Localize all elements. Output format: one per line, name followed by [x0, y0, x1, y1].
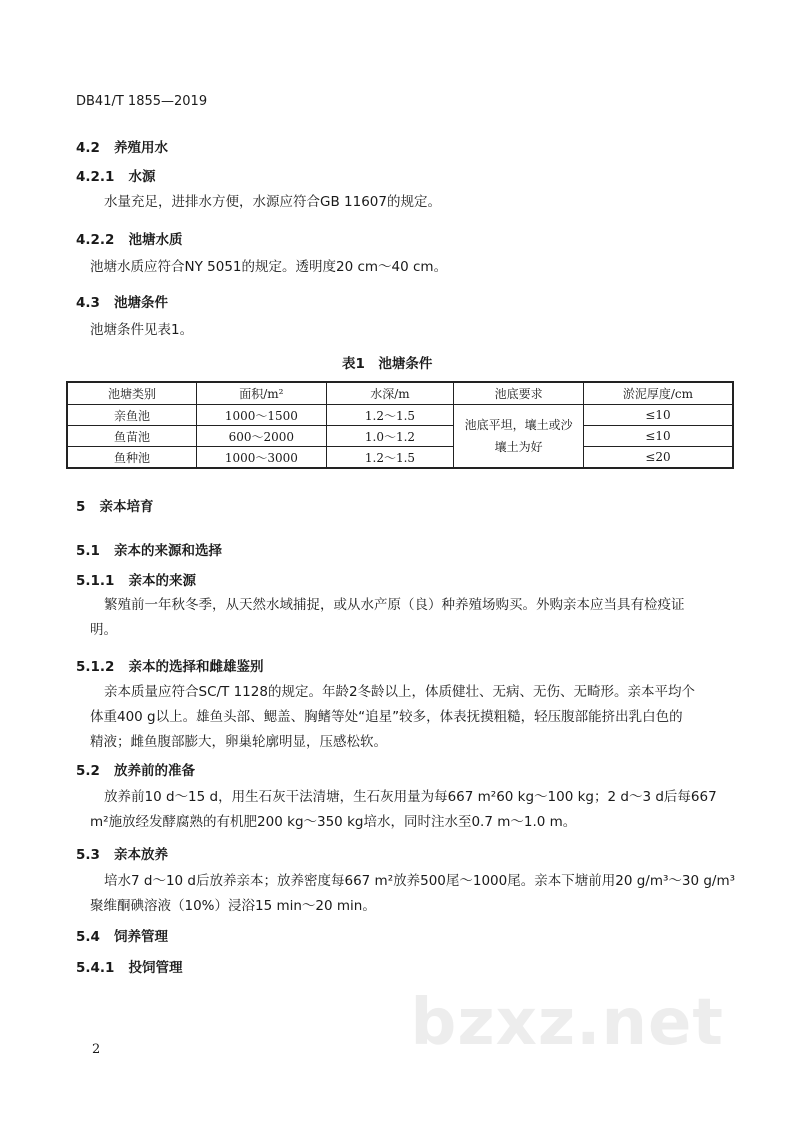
table-cell: ≤20 — [583, 447, 733, 469]
table-cell: 鱼种池 — [67, 447, 197, 469]
section-5-3-heading — [76, 843, 168, 863]
paragraph: 池塘水质应符合NY 5051的规定。透明度20 cm～40 cm。 — [90, 259, 448, 275]
header-cell: 淤泥厚度/cm — [583, 382, 733, 405]
header-cell: 面积/m² — [197, 382, 327, 405]
section-title: 放养前的准备 — [114, 763, 196, 779]
paragraph-line: 精液；雌鱼腹部膨大，卵巢轮廓明显，压感松软。 — [90, 734, 387, 750]
bottom-requirement-cell — [454, 405, 584, 469]
paragraph: 水量充足，进排水方便，水源应符合GB 11607的规定。 — [104, 194, 441, 210]
section-number: 4.2 — [76, 140, 100, 156]
section-number: 5.4 — [76, 929, 100, 945]
table-cell: 1000～3000 — [197, 447, 327, 469]
table-cell: 亲鱼池 — [67, 405, 197, 426]
section-number: 5 — [76, 499, 86, 515]
paragraph-line: 培水7 d～10 d后放养亲本；放养密度每667 m²放养500尾～1000尾。亲本下塘前用20 g/m³～30 g/m³ — [104, 873, 736, 889]
table-cell: ≤10 — [583, 405, 733, 426]
section-number: 4.3 — [76, 295, 100, 311]
section-title: 饲养管理 — [114, 929, 169, 945]
section-5-1-heading — [76, 539, 222, 559]
header-cell: 池底要求 — [454, 382, 584, 405]
section-number: 5.1.1 — [76, 573, 115, 589]
table-cell: 600～2000 — [197, 426, 327, 447]
bottom-requirement-line: 池底平坦，壤土或沙 — [464, 418, 573, 432]
paragraph-line: m²施放经发酵腐熟的有机肥200 kg～350 kg培水，同时注水至0.7 m～1.0 m。 — [90, 814, 577, 830]
paragraph-line: 体重400 g以上。雄鱼头部、鳃盖、胸鳍等处“追星”较多，体表抚摸粗糙，轻压腹部能挤出乳白色的 — [90, 709, 683, 725]
section-title: 亲本的来源和选择 — [114, 543, 223, 559]
paragraph-line: 繁殖前一年秋冬季，从天然水域捕捉，或从水产原（良）种养殖场购买。外购亲本应当具有检疫证 — [104, 597, 685, 613]
section-title: 投饲管理 — [128, 960, 183, 976]
paragraph-line: 放养前10 d～15 d，用生石灰干法清塘，生石灰用量为每667 m²60 kg～100 kg；2 d～3 d后每667 — [104, 789, 717, 805]
section-title: 亲本培育 — [99, 499, 154, 515]
table-header-row — [67, 382, 733, 405]
pond-conditions-table — [66, 381, 734, 469]
section-number: 4.2.1 — [76, 169, 115, 185]
paragraph: 池塘条件见表1。 — [90, 322, 194, 338]
watermark: bzxz.net — [410, 986, 724, 1060]
table-cell: ≤10 — [583, 426, 733, 447]
section-title: 水源 — [128, 169, 156, 185]
section-5-4-1-heading — [76, 956, 183, 976]
section-4-2-2-heading — [76, 228, 183, 248]
paragraph-line: 亲本质量应符合SC/T 1128的规定。年龄2冬龄以上，体质健壮、无病、无伤、无畸形。亲本平均个 — [104, 684, 696, 700]
section-5-4-heading — [76, 925, 168, 945]
header-cell: 水深/m — [326, 382, 454, 405]
section-title: 亲本的选择和雌雄鉴别 — [128, 659, 264, 675]
table-cell: 1000～1500 — [197, 405, 327, 426]
section-5-1-1-heading — [76, 569, 196, 589]
header-cell: 池塘类别 — [67, 382, 197, 405]
section-number: 5.1.2 — [76, 659, 115, 675]
section-5-2-heading — [76, 759, 195, 779]
table-caption: 表1 池塘条件 — [342, 356, 433, 372]
section-number: 5.2 — [76, 763, 100, 779]
bottom-requirement-line: 壤土为好 — [494, 440, 543, 454]
section-4-2-1-heading — [76, 165, 156, 185]
section-title: 池塘条件 — [114, 295, 169, 311]
section-5-heading — [76, 495, 154, 515]
section-title: 亲本的来源 — [128, 573, 197, 589]
document-id: DB41/T 1855—2019 — [76, 94, 208, 109]
table-cell: 1.2～1.5 — [326, 447, 454, 469]
section-5-1-2-heading — [76, 655, 264, 675]
section-title: 池塘水质 — [128, 232, 183, 248]
section-title: 亲本放养 — [114, 847, 169, 863]
paragraph-line: 明。 — [90, 622, 117, 638]
section-number: 5.3 — [76, 847, 100, 863]
paragraph-line: 聚维酮碘溶液（10%）浸浴15 min～20 min。 — [90, 898, 376, 914]
section-number: 4.2.2 — [76, 232, 115, 248]
table-cell: 1.2～1.5 — [326, 405, 454, 426]
section-number: 5.1 — [76, 543, 100, 559]
table-row — [67, 426, 733, 447]
page-number: 2 — [92, 1042, 101, 1057]
table-cell: 1.0～1.2 — [326, 426, 454, 447]
table-row — [67, 447, 733, 469]
table-row — [67, 405, 733, 426]
table-cell: 鱼苗池 — [67, 426, 197, 447]
section-4-3-heading — [76, 291, 168, 311]
section-title: 养殖用水 — [114, 140, 169, 156]
section-4-2-heading — [76, 136, 168, 156]
section-number: 5.4.1 — [76, 960, 115, 976]
